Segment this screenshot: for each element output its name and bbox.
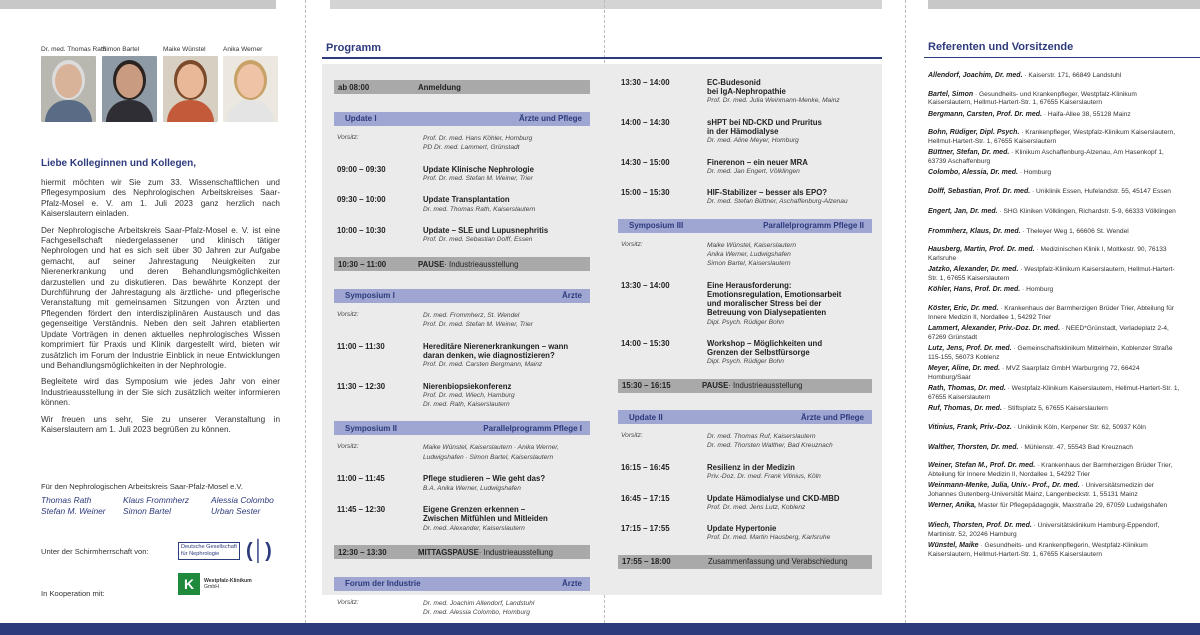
referent-name: Jatzko, Alexander, Dr. med. (928, 266, 1019, 274)
signer-name: Klaus Frommherz (123, 495, 190, 505)
talk-title (707, 494, 840, 512)
referent-name: Wünstel, Maike (928, 542, 979, 550)
talk-time: 16:45 – 17:15 (621, 493, 670, 503)
referent-address: · Uniklinik Köln, Kerpener Str. 62, 50937 Köln (1013, 423, 1146, 431)
signers (41, 495, 281, 517)
talk-title-line: Finerenon – ein neuer MRA (707, 157, 808, 167)
talk-row (337, 382, 587, 409)
break-sub: · Industrieausstellung (444, 259, 519, 269)
talk-title-line: Emotionsregulation, Emotionsarbeit (707, 290, 842, 299)
session-audience: Ärzte (561, 579, 582, 589)
talk-time: 09:00 – 09:30 (337, 164, 386, 174)
referent-entry (928, 72, 1180, 81)
letter-body (41, 178, 280, 441)
session-audience: Parallelprogramm Pflege I (483, 423, 582, 433)
speaker-photo (223, 56, 278, 122)
talk-title-line: Resilienz in der Medizin (707, 463, 795, 472)
talk-speaker: Prof. Dr. med. Carsten Bergmann, Mainz (423, 361, 543, 368)
break-time: 17:55 – 18:00 (622, 557, 671, 567)
talk-row (621, 339, 869, 366)
chair-label: Vorsitz: (337, 133, 359, 141)
wpk-logo-text: Westpfalz-Klinikum GmbH (204, 577, 252, 590)
break-row (618, 555, 872, 569)
referent-address: · Gemeinschaftsklinikum Mittelrhein, Koblenzer Straße 115-155, 56073 Koblenz (928, 345, 1173, 361)
greeting: Liebe Kolleginnen und Kollegen, (41, 158, 197, 169)
talk-title-line: Update Hämodialyse und CKD-MBD (707, 493, 840, 503)
referent-entry (928, 91, 1180, 108)
dgn-logo-text: Deutsche Gesellschaft für Nephrologie (178, 542, 240, 560)
talk-row (621, 158, 869, 176)
talk-title (707, 118, 822, 145)
talk-title (423, 505, 548, 532)
program-title-rule (322, 57, 882, 59)
speaker-name: Maike Wünstel (163, 46, 206, 53)
speaker-photo-face (55, 64, 82, 98)
speaker-card (41, 46, 107, 122)
talk-title (707, 524, 830, 542)
talk-time: 14:00 – 14:30 (621, 117, 670, 127)
referent-address: · Westpfalz-Klinikum Kaiserslautern, Hellmut-Hartert-Str. 1, 67655 Kaiserslautern (928, 385, 1180, 401)
letter-paragraph: Der Nephrologische Arbeitskreis Saar-Pfalz-Mosel e. V. ist eine Fachgesellschaft niedergelassener und klinisch tätiger Nephrologen und hat es sich seit über 30 Jahren zur Aufgabe gemacht, auf seiner Jahrestagung Neuigkeiten zur Nierenerkrankung und deren Behandlungsmöglichkeiten darzustellen und zu diskutieren. Das bewährte Konzept der Durchführung der Jahrestagung als ärztliche- und pflegerische Veranstaltung mit gemeinsamen Sitzungen von Ärzten und Pflegenden fördert den interdisziplinären Austausch und das gegenseitige Verständnis. Neben den seit Jahren etablierten Update Vorträgen in denen aktuelles nephrologisches Wissen komprimiert für Praxis und Klinik dargestellt wird, bieten wir zusätzlich im Forum der Industrie Einblick in neue Entwicklungen und Behandlungsmöglichkeiten in der Nephrologie. (41, 225, 280, 370)
talk-time: 17:15 – 17:55 (621, 524, 670, 534)
break-row (334, 80, 590, 94)
speaker-name: Anika Werner (223, 46, 263, 53)
chair-row (621, 241, 869, 269)
referent-entry (928, 482, 1180, 499)
break-time: ab 08:00 (338, 82, 370, 92)
talk-time: 11:00 – 11:30 (337, 341, 385, 351)
talk-title-line: Update – SLE und Lupusnephritis (423, 226, 549, 236)
talk-title (423, 342, 568, 369)
talk-row (337, 505, 587, 532)
chair-names (707, 241, 796, 269)
talk-title-line: Zwischen Mitfühlen und Mitleiden (423, 514, 548, 524)
talk-title-line: Hereditäre Nierenerkrankungen – wann (423, 341, 569, 351)
letter-paragraph: Wir freuen uns sehr, Sie zu unserer Veranstaltung in Kaiserslautern am 1. Juli 2023 begrüßen zu können. (41, 414, 280, 434)
referent-address: Master für Pflegepädagogik, Maxstraße 29, 67059 Ludwigshafen (978, 502, 1168, 510)
referent-name: Lutz, Jens, Prof. Dr. med. (928, 345, 1012, 352)
talk-title (707, 158, 808, 176)
referent-address: · Uniklinik Essen, Hufelandstr. 55, 45147 Essen (1032, 187, 1171, 195)
referent-name: Büttner, Stefan, Dr. med. (928, 149, 1010, 157)
break-label: PAUSE (418, 259, 445, 269)
talk-speaker: Dr. med. Thomas Rath, Kaiserslautern (423, 205, 536, 213)
chair-name: Prof. Dr. med. Hans Köhler, Homburg (423, 134, 533, 142)
referent-name: Ruf, Thomas, Dr. med. (928, 405, 1002, 412)
chair-label: Vorsitz: (337, 310, 359, 318)
chair-row (337, 599, 587, 617)
session-name: Symposium III (629, 221, 684, 231)
session-audience: Ärzte und Pflege (800, 412, 864, 422)
referent-entry (928, 305, 1180, 322)
talk-speaker: Dr. med. Alexander, Kaiserslautern (423, 524, 525, 532)
referent-address: · Homburg (1019, 169, 1051, 177)
referent-entry (928, 286, 1180, 295)
break-label: PAUSE (702, 381, 729, 391)
talk-title-line: in der Hämodialyse (707, 127, 779, 136)
talk-time: 15:00 – 15:30 (621, 188, 670, 198)
referent-entry (928, 111, 1180, 120)
talk-speaker: Priv.-Doz. Dr. med. Frank Vitinius, Köln (707, 473, 821, 481)
chair-name: Maike Wünstel, Kaiserslautern · Anika Werner, (423, 444, 559, 452)
talk-title-line: Eine Herausforderung: (707, 280, 792, 290)
referent-name: Walther, Thorsten, Dr. med. (928, 443, 1019, 451)
top-bar-mid (330, 0, 882, 9)
speaker-photo (102, 56, 157, 122)
speaker-photo-body (106, 100, 153, 122)
referent-address: · Gesundheits- und Krankenpflegerin, Westpfalz-Klinikum Kaiserslautern, Hellmut-Hartert-Str. 1, 67655 Kaiserslautern (928, 542, 1148, 558)
referent-name: Allendorf, Joachim, Dr. med. (928, 72, 1023, 79)
talk-time: 13:30 – 14:00 (621, 78, 670, 87)
referent-address: · NEED*Grünstadt, Verladeplatz 2-4, 67269 Grünstadt (928, 325, 1169, 341)
referent-entry (928, 424, 1180, 433)
referent-entry (928, 129, 1180, 146)
talk-title-line: Update Klinische Nephrologie (423, 164, 534, 174)
talk-title-line: Betreuung von Dialysepatienten (707, 308, 827, 318)
speaker-photo-face (116, 64, 143, 98)
chair-name: Prof. Dr. med. Stefan M. Weiner, Trier (423, 320, 533, 328)
patron-label: Unter der Schirmherrschaft von: (41, 547, 149, 556)
talk-time: 11:30 – 12:30 (337, 381, 386, 391)
signer-name: Thomas Rath (41, 495, 92, 505)
referent-name: Weinmann-Menke, Julia, Univ.- Prof., Dr. med. (928, 482, 1080, 490)
break-row (334, 257, 590, 271)
referent-name: Engert, Jan, Dr. med. (928, 207, 998, 215)
chair-label: Vorsitz: (337, 443, 359, 451)
session-header (334, 112, 590, 126)
session-header (618, 219, 872, 233)
talk-title-line: Pflege studieren – Wie geht das? (423, 474, 546, 484)
chair-names (423, 134, 532, 152)
break-label: MITTAGSPAUSE (418, 547, 479, 557)
letter-paragraph: Begleitete wird das Symposium wie jedes Jahr von einer Industrieausstellung in der Sie sich zusätzlich weiter informieren können. (41, 377, 280, 408)
referent-address: · Gesundheits- und Krankenpfleger, Westpfalz-Klinikum Kaiserslautern, Hellmut-Hartert-Str. 1, 67655 Kaiserslautern (928, 90, 1137, 107)
wpk-logo-icon: K (178, 573, 200, 595)
talk-title (707, 78, 840, 105)
referent-entry (928, 149, 1180, 166)
talk-speaker: Dr. med. Stefan Büttner, Aschaffenburg-Alzenau (707, 198, 848, 206)
talk-speaker: B.A. Anika Werner, Ludwigshafen (423, 484, 521, 492)
session-header (334, 577, 590, 591)
letter-paragraph: hiermit möchten wir Sie zum 33. Wissenschaftlichen und Pflegesymposium des Nephrologischen Arbeitskreises Saar-Pfalz-Mosel e. V. am 1. Juli 2023 ganz herzlich nach Kaiserslautern einladen. (41, 178, 280, 219)
referent-entry (928, 365, 1180, 382)
talk-row (337, 226, 587, 244)
talk-speaker: Prof. Dr. med. Martin Hausberg, Karlsruhe (707, 534, 831, 542)
chair-name: Ludwigshafen · Simon Bartel, Kaiserslautern (423, 453, 554, 461)
chair-row (337, 443, 587, 461)
session-audience: Parallelprogramm Pflege II (763, 221, 864, 231)
talk-title-line: sHPT bei ND-CKD und Pruritus (707, 117, 822, 127)
chair-name: Dr. med. Frommherz, St. Wendel (423, 311, 520, 319)
talk-speaker: Dr. med. Jan Engert, Völklingen (707, 167, 800, 175)
referent-name: Rath, Thomas, Dr. med. (928, 385, 1006, 392)
referent-address: · MVZ Saarpfalz GmbH Warburgring 72, 66424 Homburg/Saar (928, 365, 1140, 381)
chair-name: Maike Wünstel, Kaiserslautern (707, 241, 797, 249)
speaker-photo-face (177, 64, 204, 98)
talk-row (621, 463, 869, 481)
talk-speaker: Dipl. Psych. Rüdiger Bohn (707, 318, 784, 326)
fold-line (305, 0, 306, 623)
talk-title-line: Eigene Grenzen erkennen – (423, 505, 526, 515)
talk-title-line: bei IgA-Nephropathie (707, 87, 786, 97)
referent-address: · Theleyer Weg 1, 66606 St. Wendel (1022, 227, 1129, 235)
referent-name: Werner, Anika, (928, 502, 977, 510)
break-sub: Zusammenfassung und Verabschiedung (708, 557, 848, 567)
chair-name: Anika Werner, Ludwigshafen (707, 251, 791, 258)
speaker-card (163, 46, 221, 122)
referent-address: · Universitätsmedizin der Johannes Gutenberg-Universität Mainz, Langenbeckstr. 1, 55131 Mainz (928, 482, 1154, 498)
chair-name: Simon Bartel, Kaiserslautern (707, 260, 791, 268)
referent-name: Köster, Eric, Dr. med. (928, 305, 999, 312)
break-time: 12:30 – 13:30 (338, 547, 387, 557)
talk-row (337, 165, 587, 183)
talk-time: 14:30 – 15:00 (621, 157, 670, 167)
referent-name: Bartel, Simon (928, 90, 974, 98)
referent-entry (928, 502, 1180, 511)
signature-title: Für den Nephrologischen Arbeitskreis Saar-Pfalz-Mosel e.V. (41, 482, 243, 491)
signer-name: Urban Sester (211, 506, 261, 516)
talk-title (423, 165, 534, 183)
break-label: Anmeldung (418, 82, 461, 92)
referent-name: Vitinius, Frank, Priv.-Doz. (928, 423, 1012, 431)
talk-speaker: Dr. med. Rath, Kaiserslautern (423, 400, 510, 408)
speaker-photo-body (227, 100, 274, 122)
signer-name: Alessia Colombo (211, 495, 274, 505)
chair-names (707, 432, 833, 450)
talk-time: 11:45 – 12:30 (337, 505, 386, 515)
talk-title-line: daran denken, wie diagnostizieren? (423, 350, 555, 360)
talk-title (423, 226, 548, 244)
fold-line (905, 0, 906, 623)
chair-name: Dr. med. Thorsten Walther, Bad Kreuznach (707, 442, 833, 450)
session-name: Update I (345, 114, 377, 124)
referent-address: · Stiftsplatz 5, 67655 Kaiserslautern (1003, 405, 1108, 412)
chair-label: Vorsitz: (621, 432, 643, 440)
session-name: Symposium I (345, 291, 395, 301)
referent-entry (928, 266, 1180, 283)
invitation-panel (0, 0, 305, 623)
referent-entry (928, 325, 1180, 342)
chair-names (423, 443, 559, 461)
talk-title-line: HIF-Stabilizer – besser als EPO? (707, 188, 828, 198)
session-name: Forum der Industrie (345, 579, 421, 589)
chair-label: Vorsitz: (621, 240, 643, 248)
session-audience: Ärzte und Pflege (518, 114, 582, 124)
referent-entry (928, 188, 1180, 197)
talk-row (621, 524, 869, 542)
talk-title-line: Update Hypertonie (707, 524, 777, 534)
referent-entry (928, 228, 1180, 237)
referent-address: · Krankenpfleger, Westpfalz-Klinikum Kaiserslautern, Hellmut-Hartert-Str. 1, 67655 Kaiserslautern (928, 129, 1176, 145)
break-time: 15:30 – 16:15 (622, 381, 671, 391)
break-sub: · Industrieausstellung (478, 547, 553, 557)
talk-row (621, 494, 869, 512)
referent-address: · Klinikum Aschaffenburg-Alzenau, Am Hasenkopf 1, 63739 Aschaffenburg (928, 149, 1164, 165)
referent-name: Frommherz, Klaus, Dr. med. (928, 227, 1021, 235)
talk-time: 09:30 – 10:00 (337, 195, 386, 205)
referent-address: · Mühlenstr. 47, 55543 Bad Kreuznach (1020, 443, 1133, 451)
talk-title (423, 195, 535, 213)
speaker-photo-body (45, 100, 92, 122)
talk-title-line: Workshop – Möglichkeiten und (707, 339, 823, 348)
referent-name: Meyer, Aline, Dr. med. (928, 365, 1001, 372)
referent-address: · Kaiserstr. 171, 66849 Landstuhl (1024, 72, 1122, 79)
referent-name: Hausberg, Martin, Prof. Dr. med. (928, 246, 1035, 254)
referent-address: · Haifa-Allee 38, 55128 Mainz (1043, 110, 1131, 118)
speaker-name: Simon Bartel (102, 46, 140, 53)
session-header (334, 289, 590, 303)
speaker-photo-face (237, 64, 264, 98)
talk-title-line: Update Transplantation (423, 195, 510, 205)
break-time: 10:30 – 11:00 (338, 259, 387, 269)
chair-name: PD Dr. med. Lammert, Grünstadt (423, 143, 520, 151)
speaker-card (223, 46, 281, 122)
talk-title (707, 463, 821, 481)
referent-address: · Westpfalz-Klinikum Kaiserslautern, Hellmut-Hartert-Str. 1, 67655 Kaiserslautern (928, 266, 1175, 282)
session-name: Symposium II (345, 423, 398, 433)
dgn-symbol-icon: (│) (245, 540, 272, 562)
talk-row (621, 78, 869, 105)
referent-address: · Medizinischen Klinik I, Moltkestr. 90, 76133 Karlsruhe (928, 246, 1167, 262)
speaker-photo (41, 56, 96, 122)
referent-entry (928, 542, 1180, 559)
talk-title-line: Nierenbiopsiekonferenz (423, 381, 512, 391)
talk-title (707, 188, 848, 206)
chair-names (423, 311, 533, 329)
speaker-photo (163, 56, 218, 122)
dgn-logo (178, 541, 272, 561)
talk-time: 10:00 – 10:30 (337, 226, 386, 236)
referent-name: Köhler, Hans, Prof. Dr. med. (928, 286, 1021, 294)
coop-label: In Kooperation mit: (41, 589, 105, 598)
signer-name: Stefan M. Weiner (41, 506, 106, 516)
speaker-photo-body (167, 100, 214, 122)
chair-name: Dr. med. Thomas Ruf, Kaiserslautern (707, 433, 816, 441)
talk-row (621, 281, 869, 327)
referenten-title-rule (924, 57, 1200, 58)
chair-row (337, 311, 587, 329)
talk-row (337, 474, 587, 492)
talk-time: 16:15 – 16:45 (621, 463, 670, 472)
top-bar-right (928, 0, 1200, 9)
session-header (334, 421, 590, 435)
referent-address: · Krankenhaus der Barmherzigen Brüder Trier, Abteilung für Innere Medizin II, Nordallee 1, 54292 Trier (928, 462, 1173, 478)
talk-time: 14:00 – 15:30 (621, 339, 670, 348)
chair-row (621, 432, 869, 450)
wpk-logo (178, 573, 252, 595)
talk-speaker: Dipl. Psych. Rüdiger Bohn (707, 358, 784, 366)
talk-title-line: Grenzen der Selbstfürsorge (707, 348, 810, 358)
referent-entry (928, 169, 1180, 178)
talk-row (337, 195, 587, 213)
talk-speaker: Dr. med. Aline Meyer, Homburg (707, 137, 799, 145)
referent-name: Dolff, Sebastian, Prof. Dr. med. (928, 187, 1031, 195)
speaker-card (102, 46, 160, 122)
referent-entry (928, 246, 1180, 263)
talk-title (707, 281, 841, 327)
session-audience: Ärzte (561, 291, 582, 301)
break-sub: · Industrieausstellung (728, 381, 803, 391)
referent-address: · Krankenhaus der Barmherzigen Brüder Trier, Abteilung für Innere Medizin II, Nordallee 1, 54292 Trier (928, 305, 1174, 321)
bottom-bar (0, 623, 1200, 635)
break-row (334, 545, 590, 559)
talk-time: 11:00 – 11:45 (337, 474, 385, 484)
talk-row (337, 342, 587, 369)
referent-entry (928, 208, 1180, 217)
referent-name: Lammert, Alexander, Priv.-Doz. Dr. med. (928, 325, 1061, 332)
referent-entry (928, 345, 1180, 362)
program-title: Programm (326, 42, 382, 54)
referent-address: · Universitätsklinikum Hamburg-Eppendorf, Martinistr. 52, 20246 Hamburg (928, 522, 1160, 538)
speaker-name: Dr. med. Thomas Rath (41, 46, 107, 53)
talk-speaker: Prof. Dr. med. Jens Lutz, Koblenz (707, 503, 806, 511)
chair-label: Vorsitz: (337, 598, 359, 606)
referent-name: Bergmann, Carsten, Prof. Dr. med. (928, 110, 1042, 118)
talk-row (621, 118, 869, 145)
referenten-title: Referenten und Vorsitzende (928, 41, 1074, 53)
referent-entry (928, 385, 1180, 402)
chair-name: Dr. med. Alessia Colombo, Homburg (423, 609, 530, 616)
talk-title-line: EC-Budesonid (707, 78, 761, 87)
talk-speaker: Prof. Dr. med. Sebastian Dolff, Essen (423, 236, 533, 244)
talk-time: 13:30 – 14:00 (621, 280, 670, 290)
referent-entry (928, 462, 1180, 479)
talk-speaker: Prof. Dr. med. Stefan M. Weiner, Trier (423, 174, 533, 182)
chair-name: Dr. med. Joachim Allendorf, Landstuhl (423, 599, 535, 607)
referent-address: · Homburg (1022, 286, 1054, 294)
talk-title-line: und moralischer Stress bei der (707, 299, 822, 309)
referent-name: Wiech, Thorsten, Prof. Dr. med. (928, 522, 1032, 530)
referent-name: Weiner, Stefan M., Prof. Dr. med. (928, 462, 1036, 470)
talk-speaker: Prof. Dr. med. Julia Weinmann-Menke, Mainz (707, 97, 840, 105)
session-name: Update II (629, 412, 663, 422)
session-header (618, 410, 872, 424)
referent-name: Colombo, Alessia, Dr. med. (928, 169, 1018, 177)
chair-names (423, 599, 534, 617)
break-row (618, 379, 872, 393)
referent-name: Bohn, Rüdiger, Dipl. Psych. (928, 129, 1020, 137)
referent-entry (928, 522, 1180, 539)
chair-row (337, 134, 587, 152)
talk-title (707, 339, 822, 366)
referent-address: · SHG Kliniken Völklingen, Richardstr. 5-9, 66333 Völklingen (999, 207, 1176, 215)
talk-speaker: Prof. Dr. med. Wiech, Hamburg (423, 391, 515, 399)
referent-entry (928, 444, 1180, 453)
signer-name: Simon Bartel (123, 506, 171, 516)
referent-entry (928, 405, 1180, 414)
talk-row (621, 188, 869, 206)
talk-title (423, 474, 545, 492)
talk-title (423, 382, 515, 409)
